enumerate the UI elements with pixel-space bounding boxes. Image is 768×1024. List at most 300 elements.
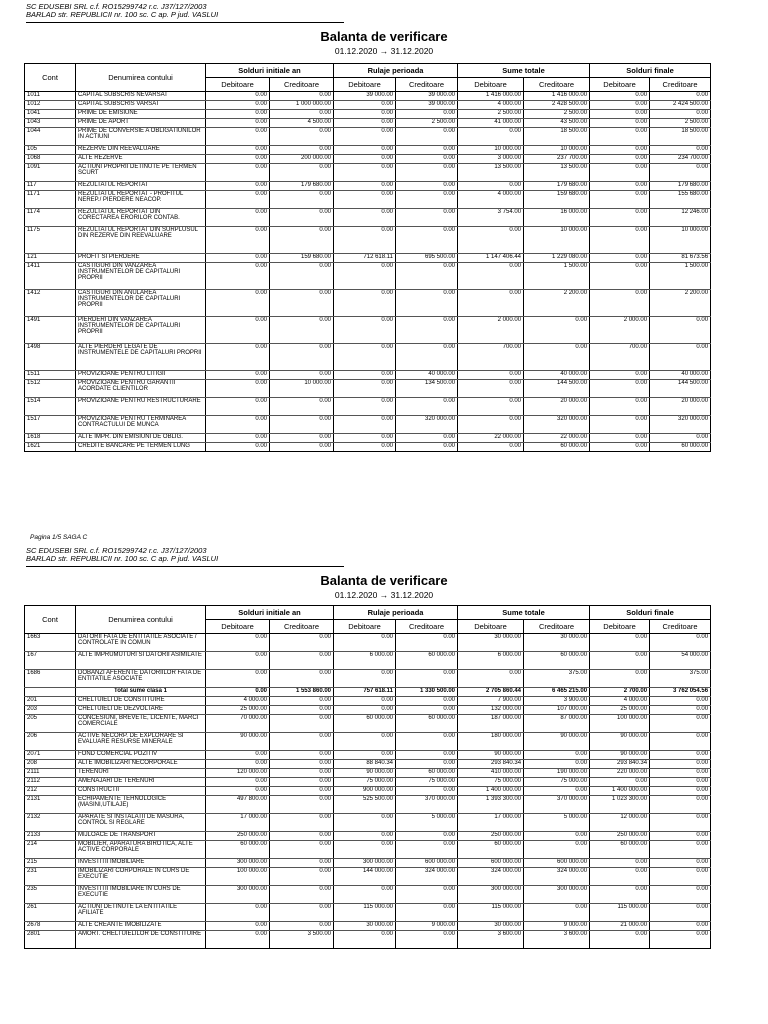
cell-cont: 167: [25, 652, 76, 670]
table-row: [25, 380, 711, 398]
cell-debit: 0.00: [590, 859, 650, 868]
cell-debit: 144 000.00: [334, 868, 396, 886]
cell-debit: 0.00: [458, 398, 524, 416]
cell-denumire: APARATE SI INSTALATII DE MASURA, CONTROL SI REGLARE: [76, 814, 206, 832]
cell-cont: 1663: [25, 634, 76, 652]
cell-cont: 261: [25, 904, 76, 922]
cell-denumire: CREDITE BANCARE PE TERMEN LUNG: [76, 443, 206, 452]
cell-debit: 88 840.34: [334, 760, 396, 769]
cell-credit: 0.00: [270, 787, 334, 796]
cell-credit: 0.00: [396, 841, 458, 859]
cell-credit: 0.00: [270, 263, 334, 290]
cell-credit: 375.00: [524, 670, 590, 688]
cell-credit: 370 000.00: [524, 796, 590, 814]
table-row: [25, 796, 711, 814]
cell-credit: 600 000.00: [524, 859, 590, 868]
cell-debit: 293 840.34: [458, 760, 524, 769]
cell-debit: 0.00: [458, 670, 524, 688]
cell-cont: 1012: [25, 101, 76, 110]
cell-credit: 0.00: [396, 751, 458, 760]
cell-debit: 0.00: [334, 814, 396, 832]
cell-credit: 0.00: [270, 751, 334, 760]
cell-debit: 0.00: [334, 886, 396, 904]
cell-debit: 497 800.00: [206, 796, 270, 814]
cell-debit: 3 754.00: [458, 209, 524, 227]
col-header-debit: Debitoare: [458, 78, 524, 92]
cell-denumire: PRIME DE APORT: [76, 119, 206, 128]
cell-credit: 0.00: [396, 443, 458, 452]
cell-debit: 410 000.00: [458, 769, 524, 778]
cell-credit: 0.00: [650, 344, 711, 371]
cell-cont: 1618: [25, 434, 76, 443]
cell-debit: 0.00: [206, 317, 270, 344]
cell-cont: 1044: [25, 128, 76, 146]
col-header-cont: Cont: [25, 64, 76, 92]
cell-debit: 41 000.00: [458, 119, 524, 128]
cell-cont: 203: [25, 706, 76, 715]
cell-debit: 0.00: [334, 434, 396, 443]
cell-credit: 10 000.00: [650, 227, 711, 254]
cell-debit: 0.00: [590, 164, 650, 182]
cell-cont: 1011: [25, 92, 76, 101]
cell-debit: 0.00: [334, 841, 396, 859]
cell-credit: 0.00: [396, 227, 458, 254]
cell-debit: 0.00: [206, 670, 270, 688]
cell-cont: 212: [25, 787, 76, 796]
col-group-solduri-initiale: Solduri initiale an: [206, 606, 334, 620]
table-row: [25, 733, 711, 751]
table-row: [25, 110, 711, 119]
cell-denumire: CHELTUIELI DE DEZVOLTARE: [76, 706, 206, 715]
cell-debit: 757 618.11: [334, 688, 396, 697]
cell-credit: 13 500.00: [524, 164, 590, 182]
cell-debit: 300 000.00: [458, 886, 524, 904]
cell-credit: 0.00: [650, 778, 711, 787]
cell-debit: 115 000.00: [590, 904, 650, 922]
cell-debit: 0.00: [590, 155, 650, 164]
cell-debit: 0.00: [206, 922, 270, 931]
cell-debit: 0.00: [206, 434, 270, 443]
col-header-debit: Debitoare: [334, 78, 396, 92]
cell-debit: 300 000.00: [206, 859, 270, 868]
table-row: [25, 155, 711, 164]
cell-credit: 39 000.00: [396, 101, 458, 110]
cell-credit: 0.00: [270, 796, 334, 814]
cell-credit: 16 000.00: [524, 209, 590, 227]
cell-credit: 1 000 000.00: [270, 101, 334, 110]
cell-debit: 0.00: [458, 380, 524, 398]
cell-debit: 30 000.00: [458, 634, 524, 652]
cell-denumire: ECHIPAMENTE TEHNOLOGICE (MASINI,UTILAJE): [76, 796, 206, 814]
cell-cont: 121: [25, 254, 76, 263]
cell-debit: 700.00: [590, 344, 650, 371]
cell-cont: 235: [25, 886, 76, 904]
period: 01.12.2020 → 31.12.2020: [334, 590, 434, 600]
cell-cont: [25, 688, 76, 697]
table-row: [25, 787, 711, 796]
col-group-solduri-finale: Solduri finale: [590, 64, 711, 78]
table-row: [25, 859, 711, 868]
cell-cont: 201: [25, 697, 76, 706]
cell-credit: 0.00: [270, 733, 334, 751]
header-divider: [26, 566, 344, 567]
cell-credit: 0.00: [650, 92, 711, 101]
cell-credit: 0.00: [396, 706, 458, 715]
cell-credit: 0.00: [650, 922, 711, 931]
cell-debit: 120 000.00: [206, 769, 270, 778]
cell-cont: 1041: [25, 110, 76, 119]
cell-credit: 0.00: [270, 191, 334, 209]
cell-credit: 0.00: [270, 859, 334, 868]
cell-debit: 0.00: [206, 290, 270, 317]
cell-credit: 0.00: [524, 344, 590, 371]
cell-debit: 0.00: [590, 886, 650, 904]
cell-denumire: ALTE IMPR. DIN EMISIUNI DE OBLIG.: [76, 434, 206, 443]
cell-credit: 87 000.00: [524, 715, 590, 733]
cell-debit: 0.00: [334, 398, 396, 416]
col-group-rulaje: Rulaje perioada: [334, 64, 458, 78]
cell-credit: 144 500.00: [524, 380, 590, 398]
cell-debit: 0.00: [458, 227, 524, 254]
cell-credit: 0.00: [270, 110, 334, 119]
cell-denumire: AMORT. CHELTUIELILOR DE CONSTITUIRE: [76, 931, 206, 949]
col-header-credit: Creditoare: [650, 78, 711, 92]
cell-credit: 2 428 500.00: [524, 101, 590, 110]
cell-denumire: INVESTITII IMOBILIARE: [76, 859, 206, 868]
cell-debit: 0.00: [206, 209, 270, 227]
cell-debit: 0.00: [590, 434, 650, 443]
table-row: [25, 101, 711, 110]
cell-credit: 0.00: [396, 670, 458, 688]
cell-credit: 0.00: [524, 760, 590, 769]
cell-credit: 179 680.00: [524, 182, 590, 191]
cell-credit: 0.00: [396, 182, 458, 191]
cell-cont: 1091: [25, 164, 76, 182]
cell-denumire: ACTIVE NECORP. DE EXPLORARE SI EVALUARE RESURSE MINERALE: [76, 733, 206, 751]
table-row: [25, 182, 711, 191]
cell-denumire: ALTE IMPRUMUTURI SI DATORII ASIMILATE: [76, 652, 206, 670]
cell-debit: 39 000.00: [334, 92, 396, 101]
table-row: [25, 670, 711, 688]
cell-cont: 1686: [25, 670, 76, 688]
cell-debit: 12 000.00: [590, 814, 650, 832]
cell-cont: 214: [25, 841, 76, 859]
table-row: [25, 814, 711, 832]
table-row: [25, 832, 711, 841]
col-group-sume-totale: Sume totale: [458, 64, 590, 78]
cell-denumire: CAPITAL SUBSCRIS NEVARSAT: [76, 92, 206, 101]
cell-denumire: PROVIZIOANE PENTRU TERMINAREA CONTRACTULUI DE MUNCA: [76, 416, 206, 434]
cell-debit: 1 023 300.00: [590, 796, 650, 814]
cell-credit: 0.00: [396, 634, 458, 652]
cell-cont: 1621: [25, 443, 76, 452]
table-row: [25, 634, 711, 652]
cell-debit: 2 705 860.44: [458, 688, 524, 697]
cell-credit: 0.00: [650, 931, 711, 949]
cell-debit: 0.00: [334, 634, 396, 652]
col-group-rulaje: Rulaje perioada: [334, 606, 458, 620]
cell-debit: 1 416 000.00: [458, 92, 524, 101]
cell-debit: 0.00: [590, 634, 650, 652]
cell-debit: 0.00: [590, 182, 650, 191]
cell-credit: 0.00: [396, 904, 458, 922]
cell-credit: 40 000.00: [524, 371, 590, 380]
table-row: [25, 209, 711, 227]
cell-debit: 0.00: [206, 101, 270, 110]
cell-cont: 1498: [25, 344, 76, 371]
cell-debit: 0.00: [590, 254, 650, 263]
cell-credit: 0.00: [650, 697, 711, 706]
cell-debit: 250 000.00: [458, 832, 524, 841]
cell-debit: 1 400 000.00: [458, 787, 524, 796]
cell-denumire: REZULTATUL REPORTAT: [76, 182, 206, 191]
cell-denumire: AMENAJARI DE TERENURI: [76, 778, 206, 787]
cell-credit: 0.00: [270, 670, 334, 688]
cell-cont: 117: [25, 182, 76, 191]
cell-credit: 200 000.00: [270, 155, 334, 164]
cell-debit: 0.00: [334, 317, 396, 344]
cell-debit: 25 000.00: [590, 706, 650, 715]
table-row: [25, 443, 711, 452]
cell-credit: 0.00: [650, 317, 711, 344]
col-header-credit: Creditoare: [524, 78, 590, 92]
cell-denumire: CONCESIUNI, BREVETE, LICENTE, MARCI COMERCIALE: [76, 715, 206, 733]
cell-credit: 320 000.00: [396, 416, 458, 434]
cell-debit: 0.00: [590, 398, 650, 416]
address-line: BARLAD str. REPUBLICII nr. 100 sc. C ap. P jud. VASLUI: [26, 10, 219, 19]
cell-credit: 0.00: [396, 733, 458, 751]
cell-debit: 0.00: [458, 290, 524, 317]
cell-debit: 0.00: [458, 128, 524, 146]
cell-credit: 2 200.00: [524, 290, 590, 317]
cell-debit: 0.00: [334, 733, 396, 751]
cell-debit: 0.00: [458, 416, 524, 434]
col-header-credit: Creditoare: [270, 620, 334, 634]
cell-cont: 1517: [25, 416, 76, 434]
cell-denumire: PRIME DE EMISIUNE: [76, 110, 206, 119]
cell-denumire: DOBANZI AFERENTE DATORIILOR FATA DE ENTITATILE ASOCIATE: [76, 670, 206, 688]
cell-credit: 375.00: [650, 670, 711, 688]
cell-denumire: CASTIGURI DIN ANULAREA INSTRUMENTELOR DE CAPITALURI PROPRII: [76, 290, 206, 317]
cell-denumire: IMOBILIZARI CORPORALE IN CURS DE EXECUTIE: [76, 868, 206, 886]
cell-debit: 17 000.00: [206, 814, 270, 832]
col-header-denumire: Denumirea contului: [76, 64, 206, 92]
cell-credit: 1 330 500.00: [396, 688, 458, 697]
cell-debit: 0.00: [590, 652, 650, 670]
cell-credit: 0.00: [270, 344, 334, 371]
cell-credit: 0.00: [396, 209, 458, 227]
cell-cont: 205: [25, 715, 76, 733]
trial-balance-table: [24, 605, 711, 949]
cell-credit: 2 500.00: [524, 110, 590, 119]
cell-credit: 0.00: [270, 904, 334, 922]
cell-debit: 0.00: [590, 443, 650, 452]
cell-debit: 70 000.00: [206, 715, 270, 733]
cell-cont: 208: [25, 760, 76, 769]
cell-debit: 115 000.00: [458, 904, 524, 922]
cell-denumire: CONSTRUCTII: [76, 787, 206, 796]
cell-debit: 0.00: [206, 92, 270, 101]
cell-credit: 3 500.00: [270, 931, 334, 949]
cell-debit: 300 000.00: [334, 859, 396, 868]
cell-credit: 1 500.00: [650, 263, 711, 290]
cell-debit: 0.00: [334, 227, 396, 254]
table-row: [25, 371, 711, 380]
cell-debit: 220 000.00: [590, 769, 650, 778]
cell-debit: 180 000.00: [458, 733, 524, 751]
cell-cont: 2071: [25, 751, 76, 760]
cell-credit: 0.00: [396, 146, 458, 155]
cell-debit: 0.00: [590, 290, 650, 317]
cell-debit: 21 000.00: [590, 922, 650, 931]
cell-credit: 6 465 215.00: [524, 688, 590, 697]
table-row: [25, 751, 711, 760]
cell-credit: 0.00: [650, 904, 711, 922]
cell-credit: 0.00: [270, 416, 334, 434]
cell-debit: 0.00: [590, 371, 650, 380]
cell-debit: 0.00: [206, 416, 270, 434]
col-header-credit: Creditoare: [270, 78, 334, 92]
cell-denumire: REZULTATUL REPORTAT - PROFITUL NEREP./ PIERDERE NEACOP.: [76, 191, 206, 209]
cell-cont: 215: [25, 859, 76, 868]
cell-credit: 0.00: [650, 751, 711, 760]
cell-debit: 0.00: [590, 416, 650, 434]
table-row: [25, 904, 711, 922]
cell-debit: 7 900.00: [458, 697, 524, 706]
table-row: [25, 715, 711, 733]
cell-debit: 6 000.00: [458, 652, 524, 670]
cell-credit: 0.00: [396, 398, 458, 416]
cell-denumire: PROVIZIOANE PENTRU LITIGII: [76, 371, 206, 380]
cell-debit: 75 000.00: [458, 778, 524, 787]
cell-debit: 0.00: [334, 931, 396, 949]
cell-credit: 2 500.00: [396, 119, 458, 128]
cell-credit: 0.00: [270, 778, 334, 787]
cell-cont: 231: [25, 868, 76, 886]
cell-debit: 0.00: [206, 110, 270, 119]
col-group-solduri-initiale: Solduri initiale an: [206, 64, 334, 78]
cell-debit: 0.00: [590, 119, 650, 128]
cell-credit: 0.00: [396, 434, 458, 443]
table-row: [25, 760, 711, 769]
table-row: [25, 290, 711, 317]
cell-credit: 1 229 080.00: [524, 254, 590, 263]
cell-cont: 1411: [25, 263, 76, 290]
cell-debit: 10 000.00: [458, 146, 524, 155]
cell-credit: 370 000.00: [396, 796, 458, 814]
cell-credit: 0.00: [270, 697, 334, 706]
table-row: [25, 434, 711, 443]
table-row: [25, 922, 711, 931]
cell-debit: 0.00: [334, 751, 396, 760]
cell-debit: 100 000.00: [590, 715, 650, 733]
cell-credit: 0.00: [524, 787, 590, 796]
cell-credit: 10 000.00: [270, 380, 334, 398]
cell-debit: 2 700.00: [590, 688, 650, 697]
cell-cont: 1171: [25, 191, 76, 209]
cell-cont: 105: [25, 146, 76, 155]
cell-denumire: ALTE PIERDERI LEGATE DE INSTRUMENTELE DE CAPITALURI PROPRII: [76, 344, 206, 371]
cell-debit: 250 000.00: [590, 832, 650, 841]
cell-credit: 0.00: [270, 922, 334, 931]
cell-denumire: CHELTUIELI DE CONSTITUIRE: [76, 697, 206, 706]
col-header-denumire: Denumirea contului: [76, 606, 206, 634]
cell-credit: 695 500.00: [396, 254, 458, 263]
cell-debit: 60 000.00: [458, 841, 524, 859]
cell-credit: 0.00: [650, 886, 711, 904]
cell-denumire: ALTE CREANTE IMOBILIZATE: [76, 922, 206, 931]
cell-debit: 712 618.11: [334, 254, 396, 263]
cell-debit: 0.00: [590, 92, 650, 101]
cell-credit: 144 500.00: [650, 380, 711, 398]
cell-cont: 1043: [25, 119, 76, 128]
col-header-debit: Debitoare: [206, 78, 270, 92]
cell-debit: 0.00: [334, 371, 396, 380]
cell-debit: 0.00: [590, 191, 650, 209]
cell-credit: 81 673.56: [650, 254, 711, 263]
cell-credit: 320 000.00: [650, 416, 711, 434]
cell-debit: 25 000.00: [206, 706, 270, 715]
cell-credit: 0.00: [270, 317, 334, 344]
cell-debit: 0.00: [334, 119, 396, 128]
cell-credit: 4 500.00: [270, 119, 334, 128]
cell-cont: 1514: [25, 398, 76, 416]
cell-debit: 0.00: [206, 155, 270, 164]
col-header-credit: Creditoare: [396, 620, 458, 634]
cell-credit: 0.00: [270, 868, 334, 886]
cell-credit: 0.00: [650, 733, 711, 751]
cell-denumire: REZERVE DIN REEVALUARE: [76, 146, 206, 155]
cell-debit: 0.00: [206, 164, 270, 182]
cell-debit: 0.00: [334, 832, 396, 841]
cell-credit: 159 680.00: [270, 254, 334, 263]
cell-credit: 0.00: [270, 769, 334, 778]
cell-debit: 0.00: [206, 191, 270, 209]
cell-cont: 1512: [25, 380, 76, 398]
table-row: [25, 652, 711, 670]
cell-debit: 100 000.00: [206, 868, 270, 886]
cell-debit: 0.00: [334, 416, 396, 434]
cell-credit: 0.00: [270, 841, 334, 859]
cell-debit: 4 000.00: [458, 191, 524, 209]
cell-debit: 0.00: [206, 146, 270, 155]
cell-credit: 0.00: [650, 859, 711, 868]
cell-credit: 0.00: [650, 832, 711, 841]
cell-credit: 40 000.00: [650, 371, 711, 380]
col-group-solduri-finale: Solduri finale: [590, 606, 711, 620]
cell-debit: 4 000.00: [590, 697, 650, 706]
cell-cont: 2801: [25, 931, 76, 949]
cell-credit: 0.00: [270, 443, 334, 452]
cell-credit: 0.00: [270, 715, 334, 733]
col-header-debit: Debitoare: [458, 620, 524, 634]
cell-credit: 0.00: [396, 110, 458, 119]
cell-debit: 0.00: [206, 634, 270, 652]
cell-debit: 0.00: [206, 652, 270, 670]
cell-credit: 0.00: [524, 841, 590, 859]
cell-credit: 107 000.00: [524, 706, 590, 715]
cell-credit: 0.00: [396, 344, 458, 371]
cell-debit: 17 000.00: [458, 814, 524, 832]
cell-cont: 2133: [25, 832, 76, 841]
cell-credit: 1 553 860.00: [270, 688, 334, 697]
cell-credit: 43 500.00: [524, 119, 590, 128]
cell-cont: 1412: [25, 290, 76, 317]
cell-credit: 0.00: [270, 227, 334, 254]
cell-cont: 2678: [25, 922, 76, 931]
cell-debit: 0.00: [206, 227, 270, 254]
cell-debit: 75 000.00: [334, 778, 396, 787]
